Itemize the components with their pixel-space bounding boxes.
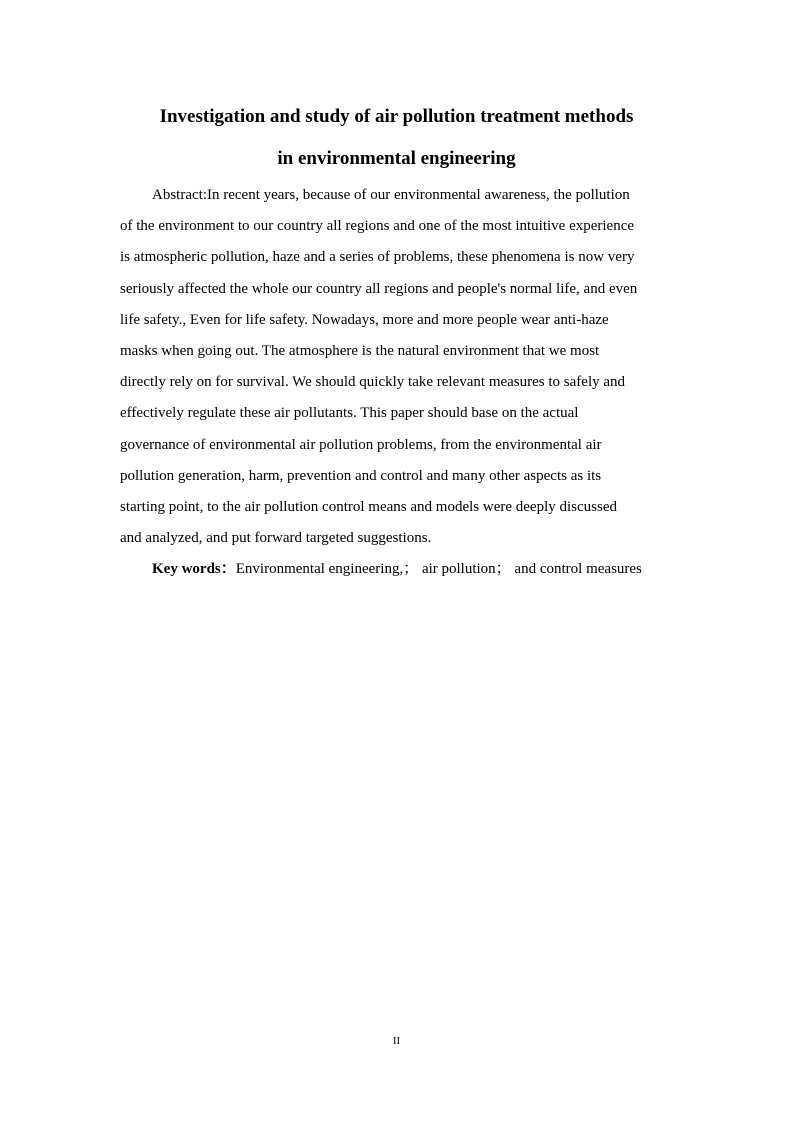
abstract-line: pollution generation, harm, prevention and control and many other aspects as its xyxy=(120,467,602,484)
abstract-line: seriously affected the whole our country all regions and people's normal life, and even xyxy=(120,280,638,297)
abstract-line: is atmospheric pollution, haze and a series of problems, these phenomena is now very xyxy=(120,249,635,266)
abstract-line: directly rely on for survival. We should quickly take relevant measures to safely and xyxy=(120,374,626,391)
paper-title-line-1: Investigation and study of air pollution treatment methods xyxy=(159,106,634,127)
abstract-section xyxy=(120,180,680,585)
abstract-line: effectively regulate these air pollutants. This paper should base on the actual xyxy=(120,405,579,422)
abstract-line: life safety., Even for life safety. Nowadays, more and more people wear anti-haze xyxy=(120,311,609,328)
page-number: II xyxy=(392,1035,401,1047)
abstract-line: of the environment to our country all regions and one of the most intuitive experience xyxy=(120,218,635,235)
paper-title-line-2: in environmental engineering xyxy=(277,148,516,169)
abstract-line: and analyzed, and put forward targeted suggestions. xyxy=(120,530,432,547)
keywords-text: Environmental engineering,； air pollution； and control measures xyxy=(235,561,642,578)
abstract-line: governance of environmental air pollution problems, from the environmental air xyxy=(120,436,602,453)
keywords-line xyxy=(120,554,680,585)
abstract-line: starting point, to the air pollution control means and models were deeply discussed xyxy=(120,498,617,515)
keywords-label: Key words： xyxy=(152,561,236,578)
abstract-line: masks when going out. The atmosphere is the natural environment that we most xyxy=(120,342,600,359)
abstract-line: Abstract:In recent years, because of our environmental awareness, the pollution xyxy=(152,187,630,203)
